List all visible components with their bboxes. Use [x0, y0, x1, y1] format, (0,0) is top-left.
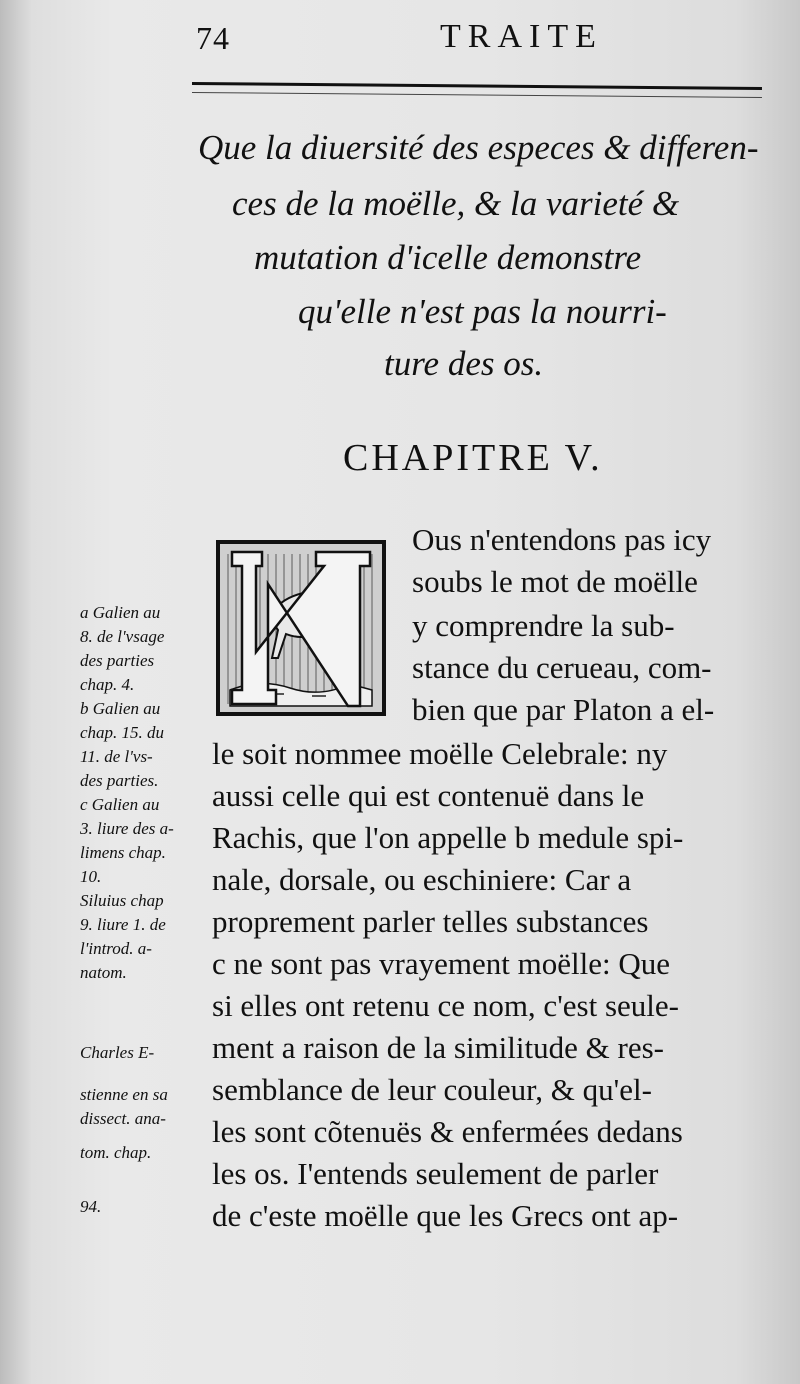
chapter-title-line: ture des os.	[384, 344, 544, 383]
margin-note-line: des parties	[80, 651, 155, 670]
margin-note-line: chap. 4.	[80, 675, 135, 694]
body-text-line: soubs le mot de moëlle	[412, 564, 698, 599]
chapter-title-line: qu'elle n'est pas la nourri-	[298, 292, 667, 331]
body-text-line: bien que par Platon a el-	[412, 692, 715, 727]
body-text-line: y comprendre la sub-	[412, 608, 675, 643]
margin-note-line: 10.	[80, 867, 102, 886]
margin-note-line: dissect. ana-	[80, 1109, 166, 1128]
body-text-line: Rachis, que l'on appelle b medule spi-	[212, 820, 684, 855]
margin-note-line: natom.	[80, 963, 127, 982]
body-text-line: de c'este moëlle que les Grecs ont ap-	[212, 1198, 679, 1233]
margin-note-line: tom. chap.	[80, 1143, 152, 1162]
body-text-line: Ous n'entendons pas icy	[412, 522, 712, 557]
margin-note-line: Siluius chap	[80, 891, 164, 910]
chapter-title-line: mutation d'icelle demonstre	[254, 238, 642, 277]
margin-note-line: 9. liure 1. de	[80, 915, 166, 934]
margin-note-line: limens chap.	[80, 843, 166, 862]
body-text-line: ment a raison de la similitude & res-	[212, 1030, 664, 1065]
margin-note-line: 11. de l'vs-	[80, 747, 153, 766]
body-text-line: proprement parler telles substances	[212, 904, 649, 939]
body-text-line: semblance de leur couleur, & qu'el-	[212, 1072, 652, 1107]
body-text-line: le soit nommee moëlle Celebrale: ny	[212, 736, 668, 771]
body-text-line: si elles ont retenu ce nom, c'est seule-	[212, 988, 679, 1023]
margin-note-line: 3. liure des a-	[80, 819, 174, 838]
body-text-line: c ne sont pas vrayement moëlle: Que	[212, 946, 670, 981]
page-number: 74	[196, 20, 230, 56]
margin-note-line: a Galien au	[80, 603, 161, 622]
body-text-line: stance du cerueau, com-	[412, 650, 712, 685]
body-text-line: les sont cõtenuës & enfermées dedans	[212, 1114, 683, 1149]
chapter-title-line: ces de la moëlle, & la varieté &	[232, 184, 680, 223]
chapter-heading: CHAPITRE V.	[343, 437, 603, 479]
body-text-line: aussi celle qui est contenuë dans le	[212, 778, 645, 813]
margin-note-line: des parties.	[80, 771, 159, 790]
body-text-line: les os. I'entends seulement de parler	[212, 1156, 659, 1191]
margin-note-line: 8. de l'vsage	[80, 627, 165, 646]
margin-note-line: c Galien au	[80, 795, 160, 814]
margin-note-line: 94.	[80, 1197, 102, 1216]
margin-note-line: stienne en sa	[80, 1085, 168, 1104]
margin-note-line: Charles E-	[80, 1043, 155, 1062]
body-text-line: nale, dorsale, ou eschiniere: Car a	[212, 862, 632, 897]
running-title: TRAITE	[440, 18, 603, 55]
margin-note-line: chap. 15. du	[80, 723, 165, 742]
woodcut-initial-illustration	[220, 544, 382, 712]
margin-note-line: l'introd. a-	[80, 939, 152, 958]
header-rule-thin	[192, 92, 762, 98]
chapter-title-line: Que la diuersité des especes & differen-	[198, 128, 759, 167]
margin-note-line: b Galien au	[80, 699, 161, 718]
decorated-initial	[216, 540, 386, 716]
header-rule	[192, 82, 762, 90]
